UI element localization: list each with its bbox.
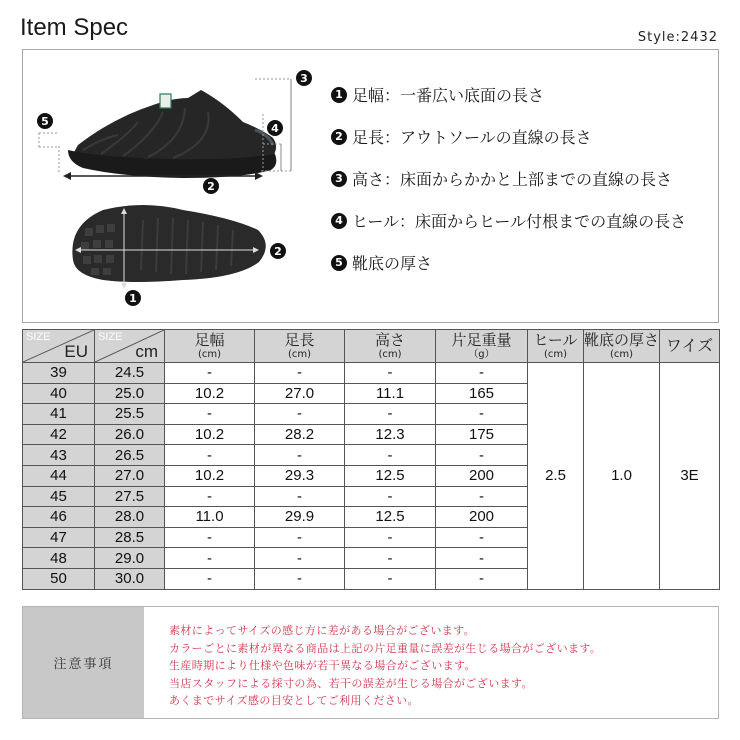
note-line: 素材によってサイズの感じ方に差がある場合がございます。 <box>169 624 476 637</box>
marker-5-icon <box>37 113 53 129</box>
cell-eu: 40 <box>23 383 95 404</box>
number-4-circle-icon: 4 <box>331 213 347 229</box>
cell-length: - <box>255 404 345 425</box>
svg-text:2: 2 <box>207 180 215 193</box>
table-row <box>23 363 720 384</box>
cell-width: - <box>165 548 255 569</box>
cell-length: - <box>255 363 345 384</box>
legend-item-5 <box>331 252 686 273</box>
legend-text: 足幅：一番広い底面の長さ <box>352 86 545 105</box>
header-height: 高さ (cm) <box>345 330 436 363</box>
marker-2-sole-icon <box>270 243 286 259</box>
cell-height: - <box>345 363 436 384</box>
number-5-circle-icon: 5 <box>331 255 347 271</box>
cell-weight: - <box>436 486 528 507</box>
cell-eu: 41 <box>23 404 95 425</box>
cell-eu: 45 <box>23 486 95 507</box>
cell-cm: 26.0 <box>95 424 165 445</box>
cell-height: - <box>345 486 436 507</box>
slipper-sole-view <box>72 205 265 289</box>
number-3-circle-icon: 3 <box>331 171 347 187</box>
cell-width: 11.0 <box>165 507 255 528</box>
legend-text: 靴底の厚さ <box>352 254 433 273</box>
cell-length: - <box>255 548 345 569</box>
cell-eu: 47 <box>23 527 95 548</box>
svg-text:5: 5 <box>41 115 49 128</box>
cell-width: - <box>165 363 255 384</box>
cell-height: - <box>345 527 436 548</box>
header-heel: ヒール (cm) <box>528 330 584 363</box>
cell-height: - <box>345 548 436 569</box>
legend-text: ヒール：床面からヒール付根までの直線の長さ <box>352 212 687 231</box>
cell-height: 11.1 <box>345 383 436 404</box>
marker-4-icon <box>267 120 283 136</box>
cell-length: 28.2 <box>255 424 345 445</box>
cell-eu: 42 <box>23 424 95 445</box>
cell-cm: 30.0 <box>95 568 165 589</box>
cell-cm: 27.5 <box>95 486 165 507</box>
notes-body <box>144 607 718 718</box>
cell-length: - <box>255 486 345 507</box>
cell-heel-merged: 2.5 <box>528 363 584 590</box>
legend-item-2 <box>331 126 686 147</box>
cell-width: - <box>165 527 255 548</box>
cell-eu: 46 <box>23 507 95 528</box>
slipper-side-view <box>39 79 291 180</box>
cell-cm: 28.5 <box>95 527 165 548</box>
legend-text: 高さ：床面からかかと上部までの直線の長さ <box>352 170 673 189</box>
number-1-circle-icon: 1 <box>331 87 347 103</box>
cell-weight: 200 <box>436 465 528 486</box>
cell-cm: 26.5 <box>95 445 165 466</box>
cell-length: - <box>255 568 345 589</box>
measurement-diagram <box>23 50 333 324</box>
cell-width: - <box>165 445 255 466</box>
notes-section <box>22 606 719 719</box>
cell-width: 10.2 <box>165 383 255 404</box>
cell-width: - <box>165 486 255 507</box>
cell-weight: - <box>436 527 528 548</box>
cell-length: 29.3 <box>255 465 345 486</box>
cell-height: 12.5 <box>345 465 436 486</box>
note-line: カラーごとに素材が異なる商品は上記の片足重量に誤差が生じる場合がございます。 <box>169 641 602 655</box>
legend-item-4 <box>331 210 686 231</box>
cell-wise-merged: 3E <box>660 363 720 590</box>
cell-weight: - <box>436 404 528 425</box>
cell-eu: 50 <box>23 568 95 589</box>
slipper-diagram-image <box>23 50 333 324</box>
cell-cm: 25.0 <box>95 383 165 404</box>
cell-cm: 28.0 <box>95 507 165 528</box>
header-size-cm: SIZE cm <box>95 330 165 363</box>
cell-weight: - <box>436 363 528 384</box>
number-2-circle-icon: 2 <box>331 129 347 145</box>
cell-height: - <box>345 445 436 466</box>
marker-1-icon <box>125 290 141 306</box>
note-line: あくまでサイズ感の目安としてご利用ください。 <box>169 694 419 708</box>
cell-height: 12.3 <box>345 424 436 445</box>
spec-panel <box>22 49 719 323</box>
svg-text:1: 1 <box>129 292 137 305</box>
svg-text:4: 4 <box>271 122 279 135</box>
legend-item-3 <box>331 168 686 189</box>
notes-label: 注意事項 <box>23 607 144 718</box>
cell-height: - <box>345 404 436 425</box>
table-header-row <box>23 330 720 363</box>
cell-weight: - <box>436 548 528 569</box>
cell-eu: 48 <box>23 548 95 569</box>
svg-text:2: 2 <box>274 245 282 258</box>
cell-height: - <box>345 568 436 589</box>
cell-weight: - <box>436 445 528 466</box>
header-weight: 片足重量 （g） <box>436 330 528 363</box>
cell-length: 27.0 <box>255 383 345 404</box>
cell-cm: 29.0 <box>95 548 165 569</box>
style-code: Style:2432 <box>637 30 718 45</box>
cell-width: 10.2 <box>165 465 255 486</box>
cell-width: - <box>165 404 255 425</box>
cell-eu: 43 <box>23 445 95 466</box>
header-sole: 靴底の厚さ (cm) <box>584 330 660 363</box>
cell-sole-merged: 1.0 <box>584 363 660 590</box>
cell-length: - <box>255 527 345 548</box>
header-length: 足長 (cm) <box>255 330 345 363</box>
header-wise: ワイズ <box>660 330 720 363</box>
size-table <box>22 329 720 590</box>
cell-width: - <box>165 568 255 589</box>
marker-3-icon <box>296 70 312 86</box>
cell-eu: 39 <box>23 363 95 384</box>
page-title: Item Spec <box>20 14 129 41</box>
cell-height: 12.5 <box>345 507 436 528</box>
cell-weight: 175 <box>436 424 528 445</box>
header-width: 足幅 (cm) <box>165 330 255 363</box>
cell-width: 10.2 <box>165 424 255 445</box>
marker-2-icon <box>203 178 219 194</box>
cell-cm: 27.0 <box>95 465 165 486</box>
note-line: 当店スタッフによる採寸の為、若干の誤差が生じる場合がございます。 <box>169 676 533 690</box>
cell-weight: - <box>436 568 528 589</box>
measurement-legend <box>331 84 686 294</box>
cell-length: 29.9 <box>255 507 345 528</box>
cell-weight: 200 <box>436 507 528 528</box>
header-size-eu: SIZE EU <box>23 330 95 363</box>
cell-length: - <box>255 445 345 466</box>
cell-weight: 165 <box>436 383 528 404</box>
legend-item-1 <box>331 84 686 105</box>
legend-text: 足長：アウトソールの直線の長さ <box>352 128 592 147</box>
cell-cm: 25.5 <box>95 404 165 425</box>
cell-cm: 24.5 <box>95 363 165 384</box>
svg-text:3: 3 <box>300 72 308 85</box>
note-line: 生産時期により仕様や色味が若干異なる場合がございます。 <box>169 659 476 673</box>
cell-eu: 44 <box>23 465 95 486</box>
